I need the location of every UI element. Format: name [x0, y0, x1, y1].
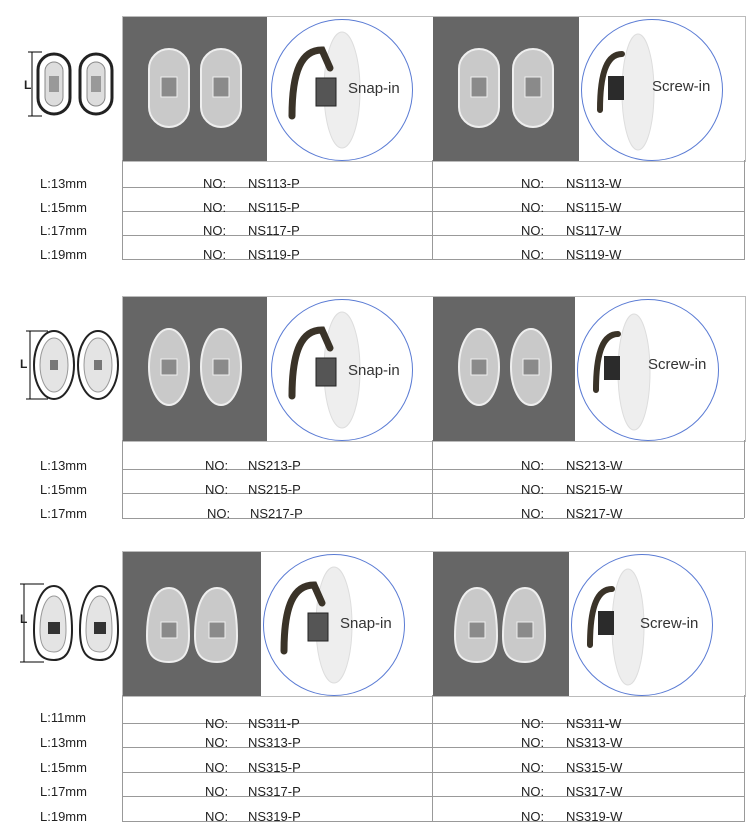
no-label: NO:: [521, 200, 545, 215]
screw-in-closeup: [569, 552, 745, 696]
no-label: NO:: [203, 223, 227, 238]
screw-in-code: NS311-W: [566, 716, 622, 731]
table-row: [0, 454, 750, 478]
table-row: [0, 172, 750, 196]
no-label: NO:: [521, 716, 545, 731]
screw-in-code: NS119-W: [566, 247, 622, 262]
no-label: NO:: [203, 200, 227, 215]
snap-in-closeup: [261, 552, 433, 696]
screw-in-label: Screw-in: [652, 78, 711, 95]
snap-in-code: NS117-P: [248, 223, 300, 238]
pads-icon: [123, 552, 261, 696]
screw-in-code: NS215-W: [566, 482, 623, 497]
table-row: [0, 219, 750, 243]
table-row: [0, 196, 750, 220]
snap-in-code: NS311-P: [248, 716, 300, 731]
screw-in-code: NS313-W: [566, 735, 623, 750]
no-label: NO:: [205, 482, 229, 497]
screw-in-code: NS315-W: [566, 760, 623, 775]
product-section-2: [0, 285, 750, 520]
snap-in-pads-photo: [123, 17, 267, 161]
size-label: L:13mm: [40, 176, 87, 191]
snap-in-code: NS317-P: [248, 784, 301, 799]
size-label: L:15mm: [40, 200, 87, 215]
size-label: L:15mm: [40, 482, 87, 497]
nose-pad-outline-drawing: [14, 580, 122, 666]
screw-in-code: NS217-W: [566, 506, 623, 521]
screw-in-circle: [577, 299, 719, 441]
no-label: NO:: [203, 176, 227, 191]
snap-in-closeup: [267, 297, 433, 441]
no-label: NO:: [521, 809, 545, 824]
size-label: L:15mm: [40, 760, 87, 775]
size-label: L:11mm: [40, 710, 86, 725]
snap-in-label: Snap-in: [348, 80, 400, 97]
screw-in-circle: [581, 19, 723, 161]
length-label: L: [20, 357, 28, 371]
screw-in-pads-photo: [433, 552, 569, 696]
product-section-3: [0, 540, 750, 831]
no-label: NO:: [205, 760, 229, 775]
table-row: [0, 706, 750, 730]
screw-in-code: NS115-W: [566, 200, 622, 215]
snap-in-code: NS215-P: [248, 482, 301, 497]
screw-in-pads-photo: [433, 17, 579, 161]
table-row: [0, 502, 750, 526]
snap-in-code: NS319-P: [248, 809, 301, 824]
no-label: NO:: [521, 506, 545, 521]
snap-in-code: NS119-P: [248, 247, 300, 262]
size-label: L:17mm: [40, 223, 87, 238]
table-row: [0, 731, 750, 755]
pads-icon: [433, 552, 569, 696]
snap-in-label: Snap-in: [340, 615, 392, 632]
screw-in-code: NS317-W: [566, 784, 623, 799]
product-photo-strip: [122, 296, 746, 442]
snap-in-code: NS313-P: [248, 735, 301, 750]
screw-in-closeup: [579, 17, 745, 161]
table-row: [0, 805, 750, 829]
no-label: NO:: [205, 735, 229, 750]
size-label: L:13mm: [40, 458, 87, 473]
snap-in-pads-photo: [123, 297, 267, 441]
screw-in-code: NS213-W: [566, 458, 623, 473]
nose-pad-outline-drawing: [18, 44, 122, 124]
nose-pad-outline-drawing: [18, 325, 122, 405]
no-label: NO:: [205, 809, 229, 824]
no-label: NO:: [521, 760, 545, 775]
snap-in-circle: [263, 554, 405, 696]
no-label: NO:: [203, 247, 227, 262]
screw-in-closeup: [575, 297, 745, 441]
table-row: [0, 478, 750, 502]
size-label: L:17mm: [40, 506, 87, 521]
snap-in-code: NS315-P: [248, 760, 301, 775]
snap-in-code: NS115-P: [248, 200, 300, 215]
no-label: NO:: [207, 506, 231, 521]
no-label: NO:: [521, 247, 545, 262]
snap-in-pads-photo: [123, 552, 261, 696]
screw-in-code: NS113-W: [566, 176, 622, 191]
pads-icon: [123, 297, 267, 441]
snap-in-code: NS113-P: [248, 176, 300, 191]
size-label: L:19mm: [40, 809, 87, 824]
screw-in-circle: [571, 554, 713, 696]
length-label: L: [20, 612, 28, 626]
screw-in-label: Screw-in: [648, 356, 707, 373]
no-label: NO:: [521, 176, 545, 191]
snap-in-label: Snap-in: [348, 362, 400, 379]
size-label: L:19mm: [40, 247, 87, 262]
size-label: L:13mm: [40, 735, 87, 750]
product-section-1: [0, 0, 750, 265]
table-row: [0, 780, 750, 804]
snap-in-code: NS213-P: [248, 458, 301, 473]
pads-icon: [123, 17, 267, 161]
size-label: L:17mm: [40, 784, 87, 799]
no-label: NO:: [521, 784, 545, 799]
product-photo-strip: [122, 16, 746, 162]
screw-in-label: Screw-in: [640, 615, 699, 632]
snap-in-code: NS217-P: [250, 506, 303, 521]
no-label: NO:: [521, 223, 545, 238]
table-row: [0, 243, 750, 267]
no-label: NO:: [205, 716, 229, 731]
product-photo-strip: [122, 551, 746, 697]
no-label: NO:: [521, 458, 545, 473]
screw-in-pads-photo: [433, 297, 575, 441]
pads-icon: [433, 297, 575, 441]
length-label: L: [24, 78, 32, 92]
snap-in-circle: [271, 299, 413, 441]
table-row: [0, 756, 750, 780]
no-label: NO:: [205, 458, 229, 473]
no-label: NO:: [521, 735, 545, 750]
pads-icon: [433, 17, 579, 161]
no-label: NO:: [205, 784, 229, 799]
screw-in-code: NS117-W: [566, 223, 622, 238]
screw-in-code: NS319-W: [566, 809, 623, 824]
snap-in-circle: [271, 19, 413, 161]
no-label: NO:: [521, 482, 545, 497]
snap-in-closeup: [267, 17, 433, 161]
